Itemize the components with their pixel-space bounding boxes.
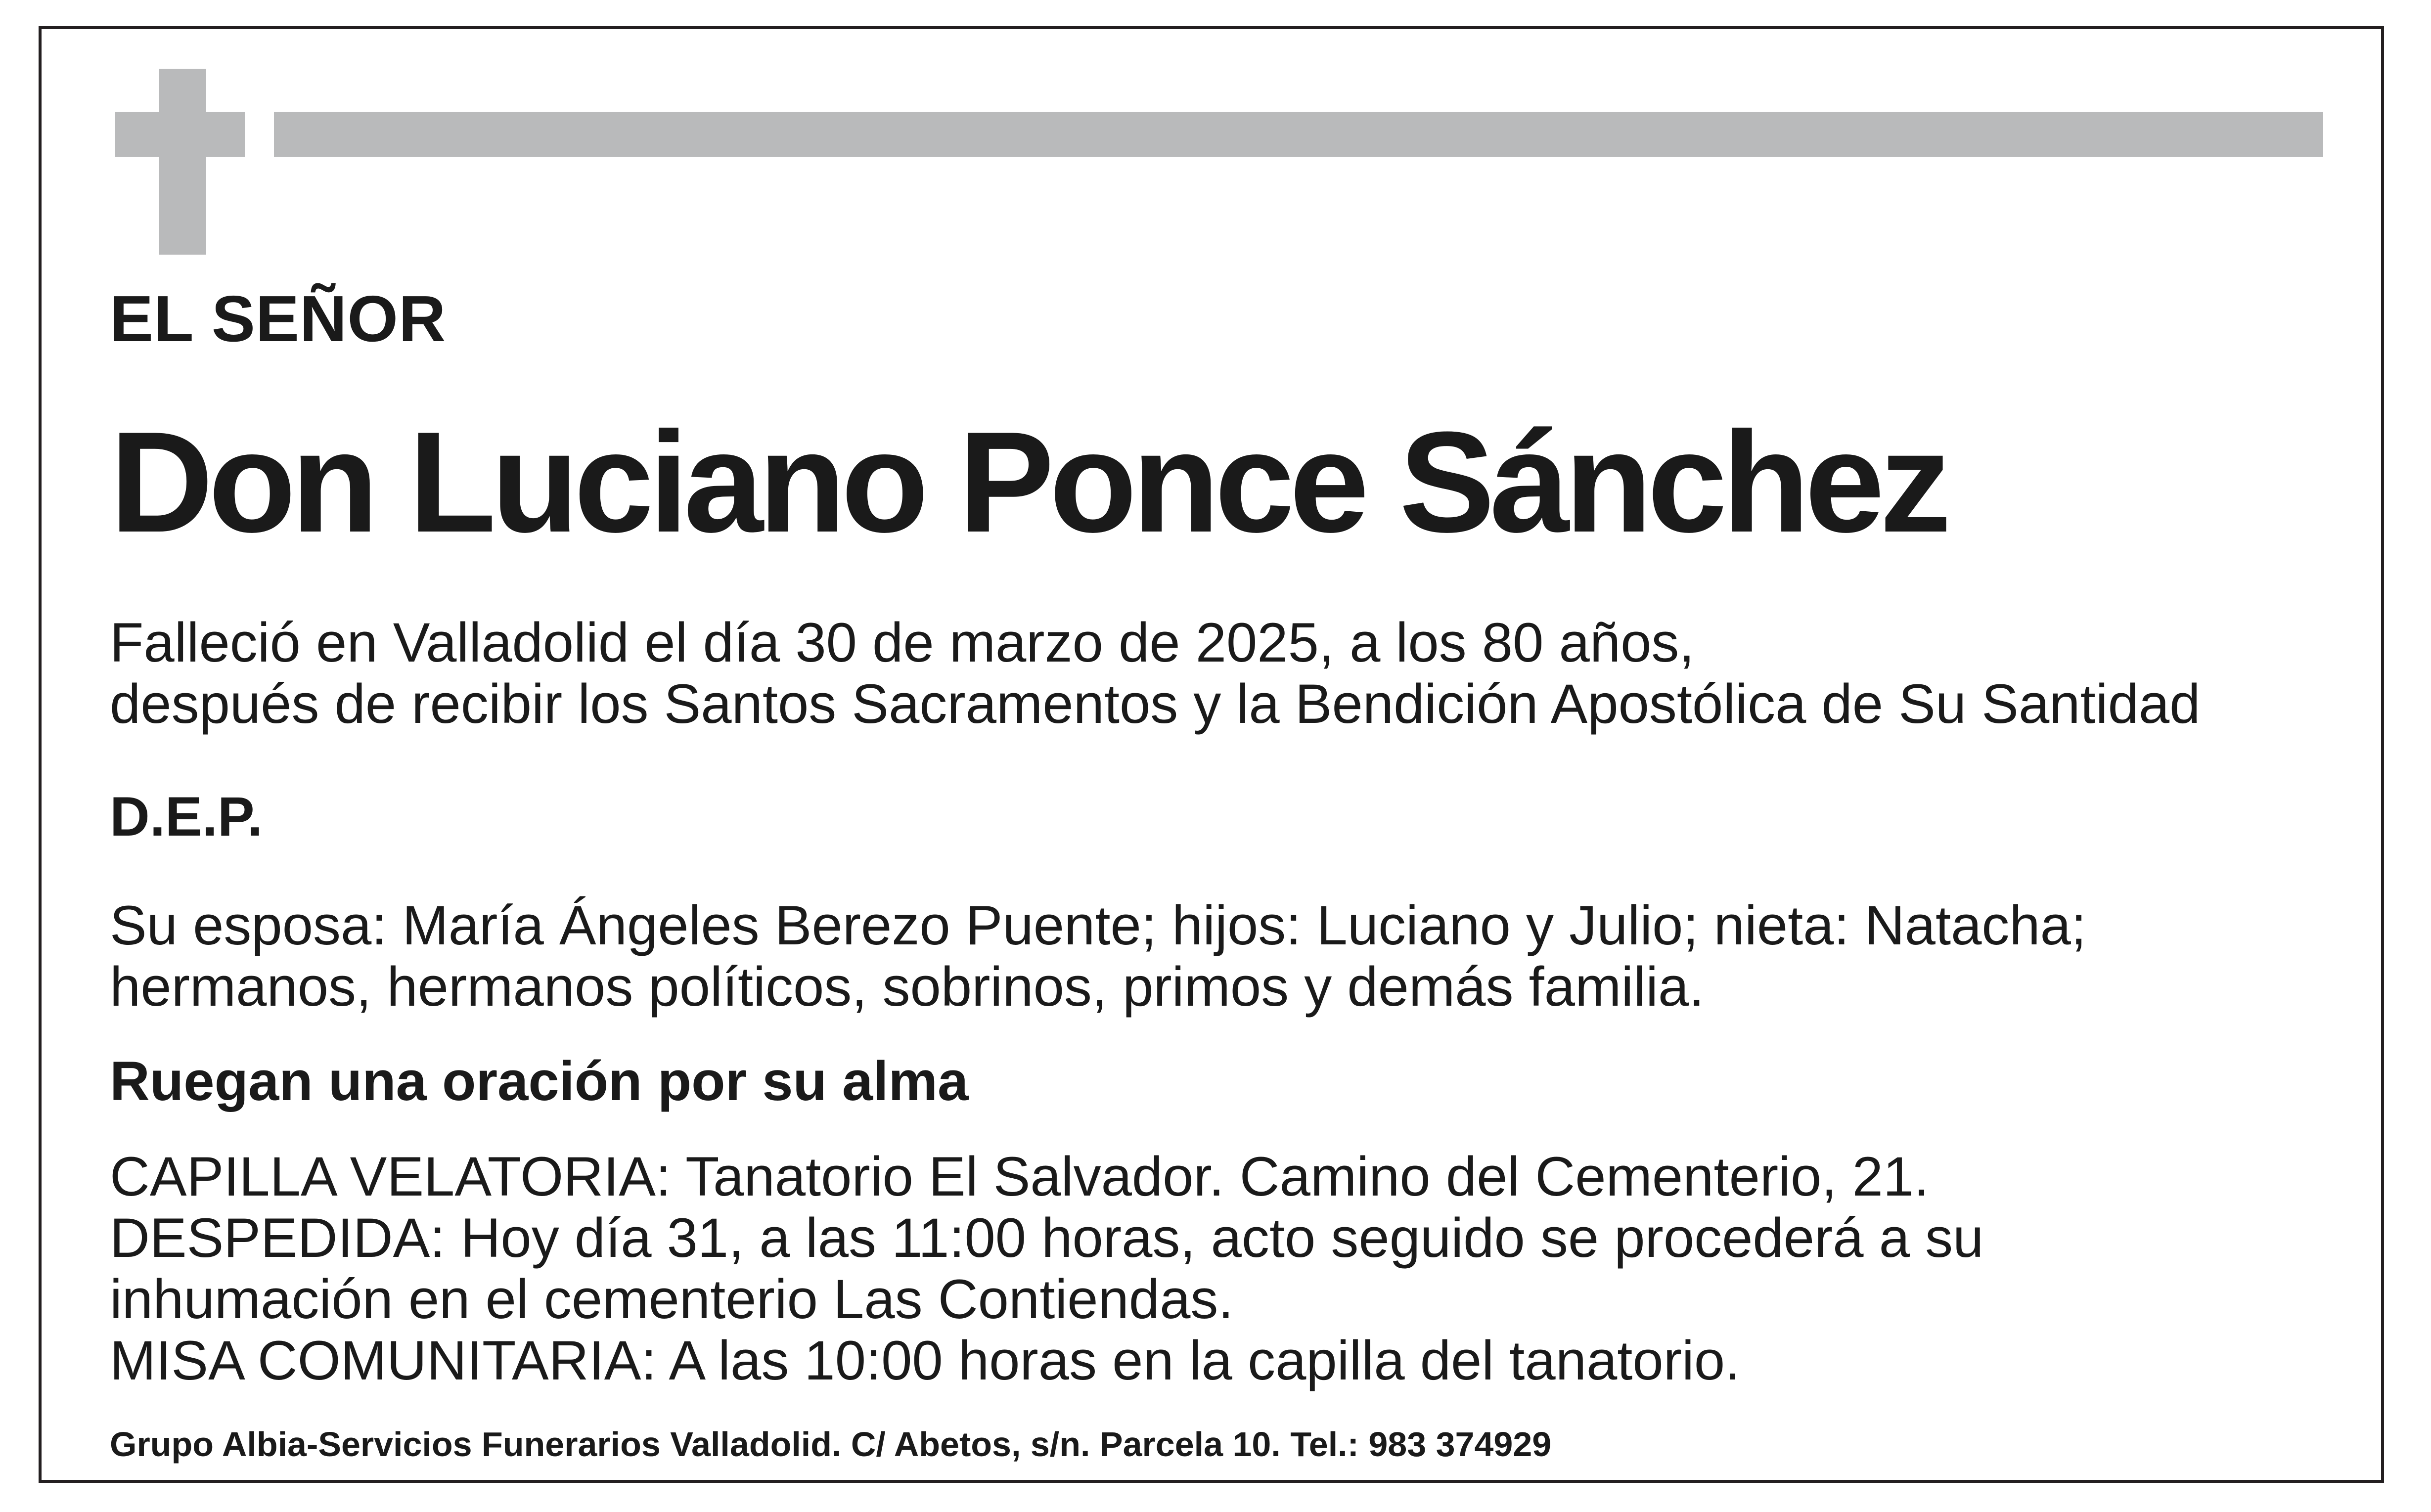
service-line: CAPILLA VELATORIA: Tanatorio El Salvador. Camino del Cementerio, 21. bbox=[110, 1146, 1930, 1207]
cross-vertical-bar bbox=[159, 69, 206, 255]
cross-horizontal-bar bbox=[115, 112, 245, 157]
service-line: MISA COMUNITARIA: A las 10:00 horas en la capilla del tanatorio. bbox=[110, 1330, 1741, 1391]
header-rule bbox=[274, 112, 2323, 157]
rip-abbreviation: D.E.P. bbox=[110, 786, 263, 847]
death-line: Falleció en Valladolid el día 30 de marzo de 2025, a los 80 años, bbox=[110, 612, 1695, 673]
death-announcement bbox=[110, 612, 2200, 735]
service-line: inhumación en el cementerio Las Contiendas. bbox=[110, 1268, 1234, 1330]
service-line: DESPEDIDA: Hoy día 31, a las 11:00 horas, acto seguido se procederá a su bbox=[110, 1207, 1984, 1269]
family-line: hermanos, hermanos políticos, sobrinos, primos y demás familia. bbox=[110, 956, 1705, 1018]
funeral-home-footer: Grupo Albia-Servicios Funerarios Valladolid. C/ Abetos, s/n. Parcela 10. Tel.: 983 374929 bbox=[110, 1425, 1552, 1464]
service-details bbox=[110, 1146, 1983, 1391]
prayer-request: Ruegan una oración por su alma bbox=[110, 1050, 969, 1112]
family-members bbox=[110, 895, 2086, 1018]
honorific: EL SEÑOR bbox=[110, 282, 447, 355]
death-line: después de recibir los Santos Sacramentos y la Bendición Apostólica de Su Santidad bbox=[110, 673, 2201, 735]
family-line: Su esposa: María Ángeles Berezo Puente; hijos: Luciano y Julio; nieta: Natacha; bbox=[110, 894, 2087, 956]
deceased-name: Don Luciano Ponce Sánchez bbox=[110, 402, 1946, 562]
